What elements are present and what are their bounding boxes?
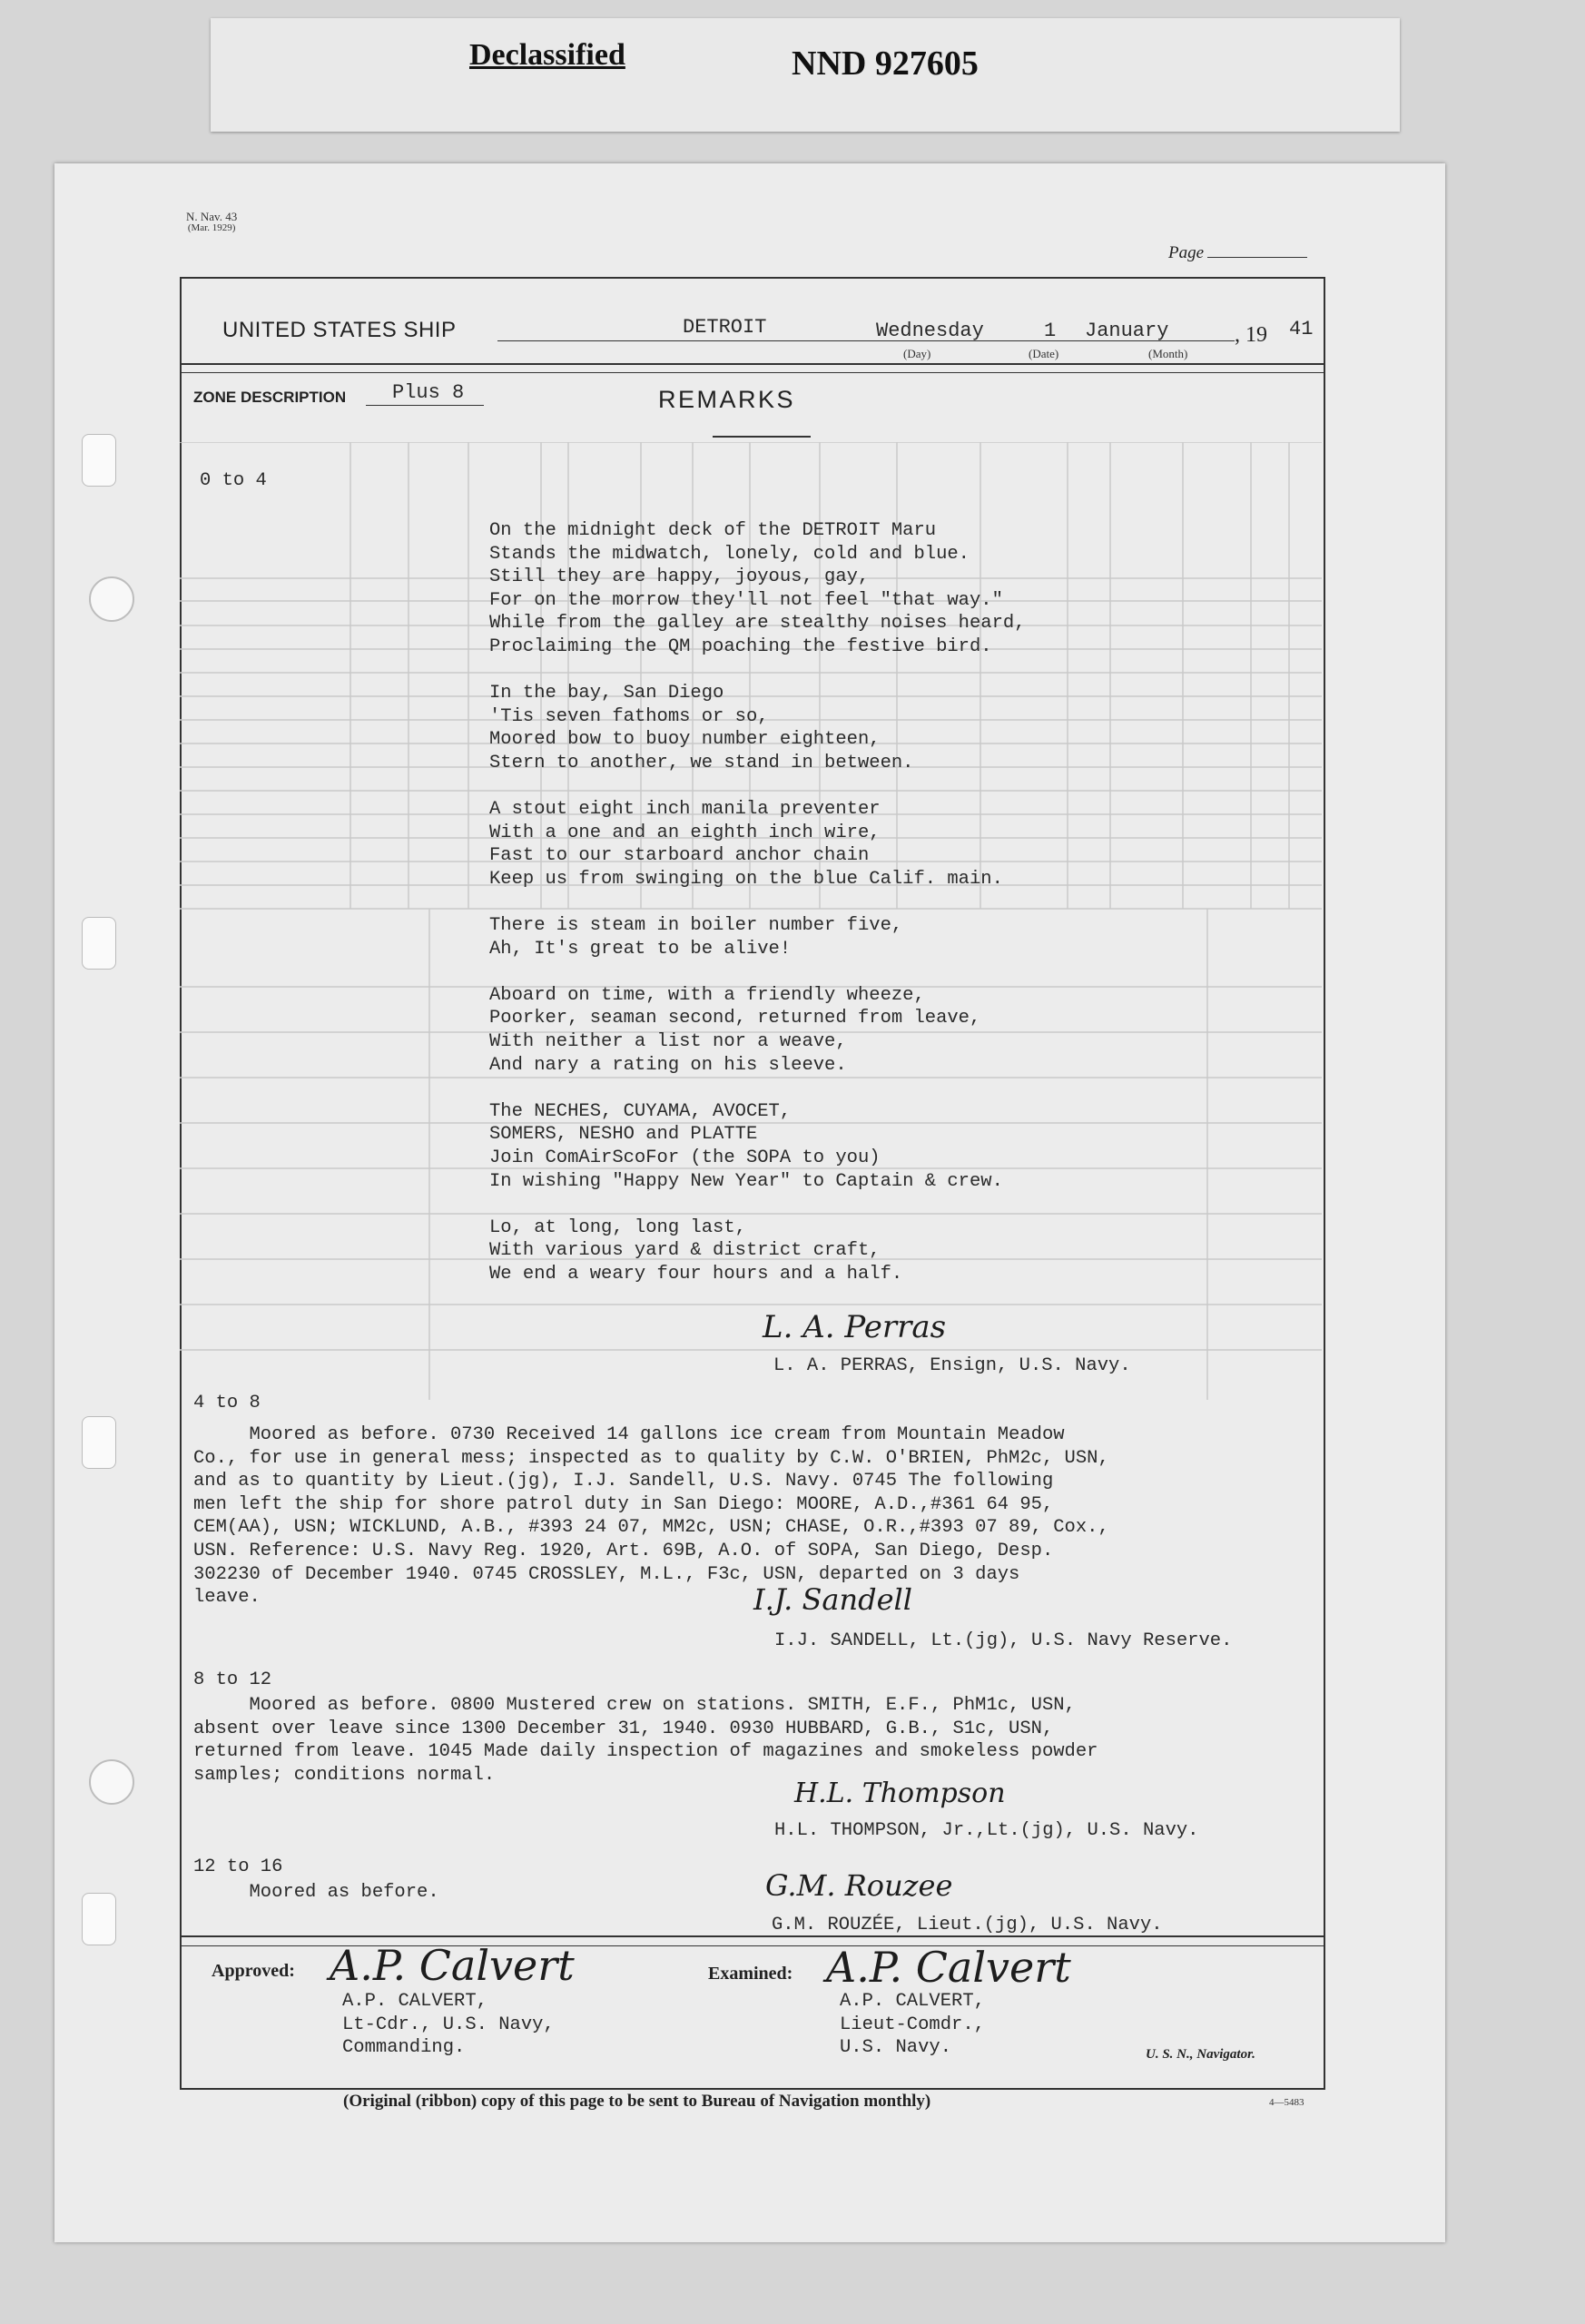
header-divider [180,363,1324,365]
form-number: N. Nav. 43 (Mar. 1929) [186,210,238,233]
watch-period: 4 to 8 [193,1393,261,1413]
watch-period: 8 to 12 [193,1669,272,1690]
footer-instruction: (Original (ribbon) copy of this page to be sent to Bureau of Navigation monthly) [343,2092,931,2111]
nnd-number: NND 927605 [792,44,979,83]
approved-text: A.P. CALVERT, Lt-Cdr., U.S. Navy, Commanding. [342,1991,555,2059]
ship-name: DETROIT [683,316,767,339]
header-divider [180,372,1324,373]
examined-signature: A.P. Calvert [826,1943,1071,1992]
zone-line [366,405,484,406]
punch-hole-icon [89,1759,134,1805]
watch-remarks: Moored as before. 0800 Mustered crew on stations. SMITH, E.F., PhM1c, USN, absent over leave since 1300 December 31, 1940. 0930 HUBBARD, G.B., S1c, USN, returned from leave. 1045 Made daily inspection of magazines and smokeless powder samples; conditions normal. [193,1695,1098,1786]
ship-label: UNITED STATES SHIP [222,318,457,342]
zone-value: Plus 8 [392,381,465,404]
examined-text: A.P. CALVERT, Lieut-Comdr., U.S. Navy. [840,1991,985,2059]
footer-code: 4—5483 [1269,2097,1304,2108]
navigator-caption: U. S. N., Navigator. [1146,2047,1255,2062]
binder-tab-icon [82,917,116,970]
year-prefix: , 19 [1235,323,1267,347]
punch-hole-icon [89,576,134,622]
signer-line: G.M. ROUZÉE, Lieut.(jg), U.S. Navy. [772,1915,1163,1935]
approved-signature: A.P. Calvert [330,1941,575,1990]
day-value: Wednesday [876,320,984,342]
watch-period: 0 to 4 [200,470,267,491]
watch-remarks: On the midnight deck of the DETROIT Maru Stands the midwatch, lonely, cold and blue. Still they are happy, joyous, gay, For on the morrow they'll not feel "that way." While from the galley are stealthy noises heard, Proclaiming the QM poaching the festive bird. In the bay, San Diego 'Tis seven fathoms or so, Moored bow to buoy number eighteen, Stern to another, we stand in between. A stout eight inch manila preventer With a one and an eighth inch wire, Fast to our starboard anchor chain Keep us from swinging on the blue Calif. main. There is steam in boiler number five, Ah, It's great to be alive! Aboard on time, with a friendly wheeze, Poorker, seaman second, returned from leave, With neither a list nor a weave, And nary a rating on his sleeve. The NECHES, CUYAMA, AVOCET, SOMERS, NESHO and PLATTE Join ComAirScoFor (the SOPA to you) In wishing "Happy New Year" to Captain & crew. Lo, at long, long last, With various yard & district craft, We end a weary four hours and a half. [489,520,1026,1285]
signature-sandell: I.J. Sandell [753,1582,912,1617]
signer-line: L. A. PERRAS, Ensign, U.S. Navy. [773,1355,1131,1376]
binder-tab-icon [82,1893,116,1945]
remarks-heading: REMARKS [658,386,796,413]
binder-tab-icon [82,1416,116,1469]
watch-remarks: Moored as before. 0730 Received 14 gallons ice cream from Mountain Meadow Co., for use in general mess; inspected as to quality by C.W. O'BRIEN, PhM2c, USN, and as to quantity by Lieut.(jg), I.J. Sandell, U.S. Navy. 0745 The following men left the ship for shore patrol duty in San Diego: MOORE, A.D.,#361 64 95, CEM(AA), USN; WICKLUND, A.B., #393 24 07, MM2c, USN; CHASE, O.R.,#393 07 89, Cox., USN. Reference: U.S. Navy Reg. 1920, Art. 69B, A.O. of SOPA, San Diego, Desp. 302230 of December 1940. 0745 CROSSLEY, M.L., F3c, USN, departed on 3 days leave. [193,1424,1109,1609]
watch-period: 12 to 16 [193,1856,283,1877]
page-label: Page [1168,243,1307,263]
binder-tab-icon [82,434,116,487]
month-value: January [1085,320,1169,342]
day-caption: (Day) [903,347,931,360]
date-value: 1 [1044,320,1057,342]
month-caption: (Month) [1148,347,1188,360]
examined-label: Examined: [708,1964,793,1984]
signature-perras: L. A. Perras [763,1309,947,1345]
signature-rouzee: G.M. Rouzee [765,1868,953,1903]
year-suffix: 41 [1289,318,1314,340]
declassified-label: Declassified [469,38,625,72]
signer-line: I.J. SANDELL, Lt.(jg), U.S. Navy Reserve. [774,1630,1233,1651]
declassification-banner [211,18,1400,132]
remarks-underline [713,436,811,438]
signature-thompson: H.L. Thompson [794,1777,1006,1809]
date-caption: (Date) [1029,347,1059,360]
signer-line: H.L. THOMPSON, Jr.,Lt.(jg), U.S. Navy. [774,1820,1199,1841]
approved-label: Approved: [212,1961,295,1981]
zone-label: ZONE DESCRIPTION [193,389,347,406]
watch-remarks: Moored as before. [193,1882,439,1903]
